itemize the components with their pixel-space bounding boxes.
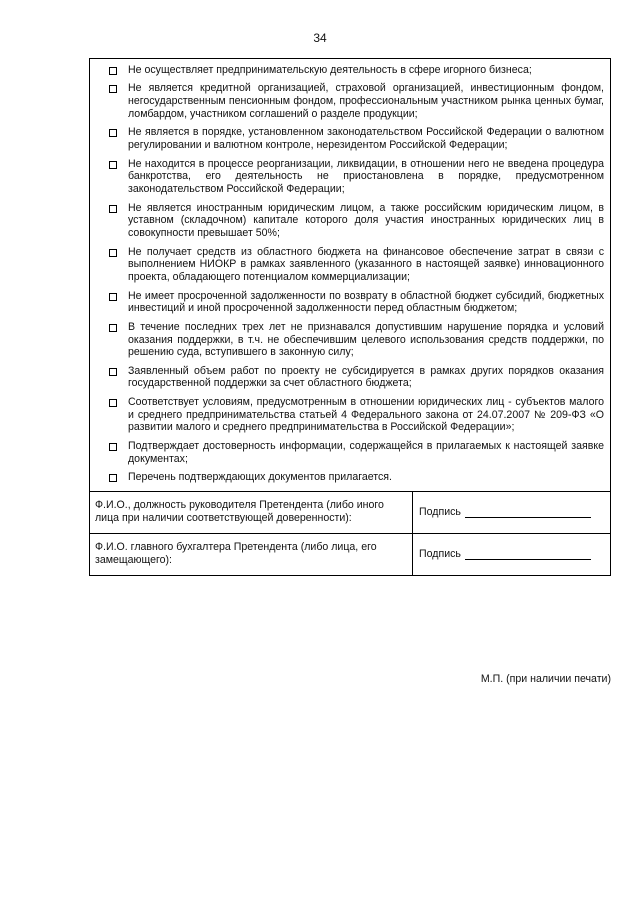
checkbox-icon[interactable] bbox=[109, 474, 117, 482]
head-name-label: Ф.И.О., должность руководителя Претендента (либо иного лица при наличии соответствующей доверенности): bbox=[90, 492, 413, 533]
checkbox-icon[interactable] bbox=[109, 205, 117, 213]
checklist-item bbox=[96, 202, 604, 240]
checklist-item bbox=[96, 365, 604, 391]
signature-label: Подпись bbox=[419, 547, 461, 560]
accountant-name-label: Ф.И.О. главного бухгалтера Претендента (либо лица, его замещающего): bbox=[90, 534, 413, 575]
head-signature-line[interactable] bbox=[465, 506, 591, 518]
page-number: 34 bbox=[313, 31, 327, 45]
checklist-item bbox=[96, 396, 604, 434]
checklist-item bbox=[96, 82, 604, 120]
checklist-item-text: Не является иностранным юридическим лицом, а также российским юридическим лицом, в уставном (складочном) капитале которого доля участия иностранных юридических лиц в совокупности превышает 50%; bbox=[128, 201, 604, 240]
checklist-item-text: В течение последних трех лет не признавался допустившим нарушение порядка и условий оказания поддержки, в т.ч. не обеспечившим целевого использования средств поддержки, по решению суда, вступившего в законную силу; bbox=[128, 320, 604, 359]
checkbox-icon[interactable] bbox=[109, 67, 117, 75]
checklist-item-text: Не получает средств из областного бюджета на финансовое обеспечение затрат в связи с выполнением НИОКР в рамках заявленного (указанного в настоящей заявке) инновационного проекта, обладающего потенциалом коммерциализации; bbox=[128, 245, 604, 284]
head-signature-cell bbox=[413, 492, 610, 533]
checkbox-icon[interactable] bbox=[109, 85, 117, 93]
checkbox-icon[interactable] bbox=[109, 368, 117, 376]
accountant-signature-line[interactable] bbox=[465, 548, 591, 560]
checklist-item bbox=[96, 126, 604, 152]
checklist-item-text: Не находится в процессе реорганизации, ликвидации, в отношении него не введена процедура банкротства, его деятельность не приостановлена в порядке, предусмотренном законодательством Российской Федерации; bbox=[128, 157, 604, 196]
checklist-item bbox=[96, 64, 604, 77]
stamp-note: М.П. (при наличии печати) bbox=[480, 673, 611, 685]
checklist-item bbox=[96, 158, 604, 196]
checklist-item bbox=[96, 321, 604, 359]
checklist-item-text: Подтверждает достоверность информации, содержащейся в прилагаемых к настоящей заявке документах; bbox=[128, 439, 604, 465]
checklist-item-text: Заявленный объем работ по проекту не субсидируется в рамках других порядков оказания государственной поддержки за счет областного бюджета; bbox=[128, 364, 604, 390]
checklist-item-text: Соответствует условиям, предусмотренным в отношении юридических лиц - субъектов малого и среднего предпринимательства статьей 4 Федерального закона от 24.07.2007 № 209-ФЗ «О развитии малого и среднего предпринимательства в Российской Федерации»; bbox=[128, 395, 604, 434]
accountant-signature-cell bbox=[413, 534, 610, 575]
declaration-table bbox=[89, 58, 611, 576]
checkbox-icon[interactable] bbox=[109, 293, 117, 301]
checklist-item bbox=[96, 440, 604, 466]
signature-row-head bbox=[90, 492, 610, 533]
checkbox-icon[interactable] bbox=[109, 324, 117, 332]
signature-label: Подпись bbox=[419, 505, 461, 518]
checklist bbox=[90, 59, 610, 492]
checklist-item-text: Не имеет просроченной задолженности по возврату в областной бюджет субсидий, бюджетных инвестиций и иной просроченной задолженности перед областным бюджетом; bbox=[128, 289, 604, 315]
checklist-item-text: Не является кредитной организацией, страховой организацией, инвестиционным фондом, негосударственным пенсионным фондом, профессиональным участником рынка ценных бумаг, ломбардом, участником соглашений о разделе продукции; bbox=[128, 82, 604, 120]
checklist-item-text: Перечень подтверждающих документов прилагается. bbox=[128, 471, 392, 484]
checkbox-icon[interactable] bbox=[109, 443, 117, 451]
checklist-item-text: Не является в порядке, установленном законодательством Российской Федерации о валютном регулировании и валютном контроле, нерезидентом Российской Федерации; bbox=[128, 126, 604, 152]
checklist-item bbox=[96, 290, 604, 316]
checkbox-icon[interactable] bbox=[109, 399, 117, 407]
signature-row-accountant bbox=[90, 533, 610, 575]
checkbox-icon[interactable] bbox=[109, 161, 117, 169]
checklist-item bbox=[96, 471, 604, 484]
checkbox-icon[interactable] bbox=[109, 249, 117, 257]
checkbox-icon[interactable] bbox=[109, 129, 117, 137]
checklist-item bbox=[96, 246, 604, 284]
checklist-item-text: Не осуществляет предпринимательскую деятельность в сфере игорного бизнеса; bbox=[128, 64, 532, 76]
